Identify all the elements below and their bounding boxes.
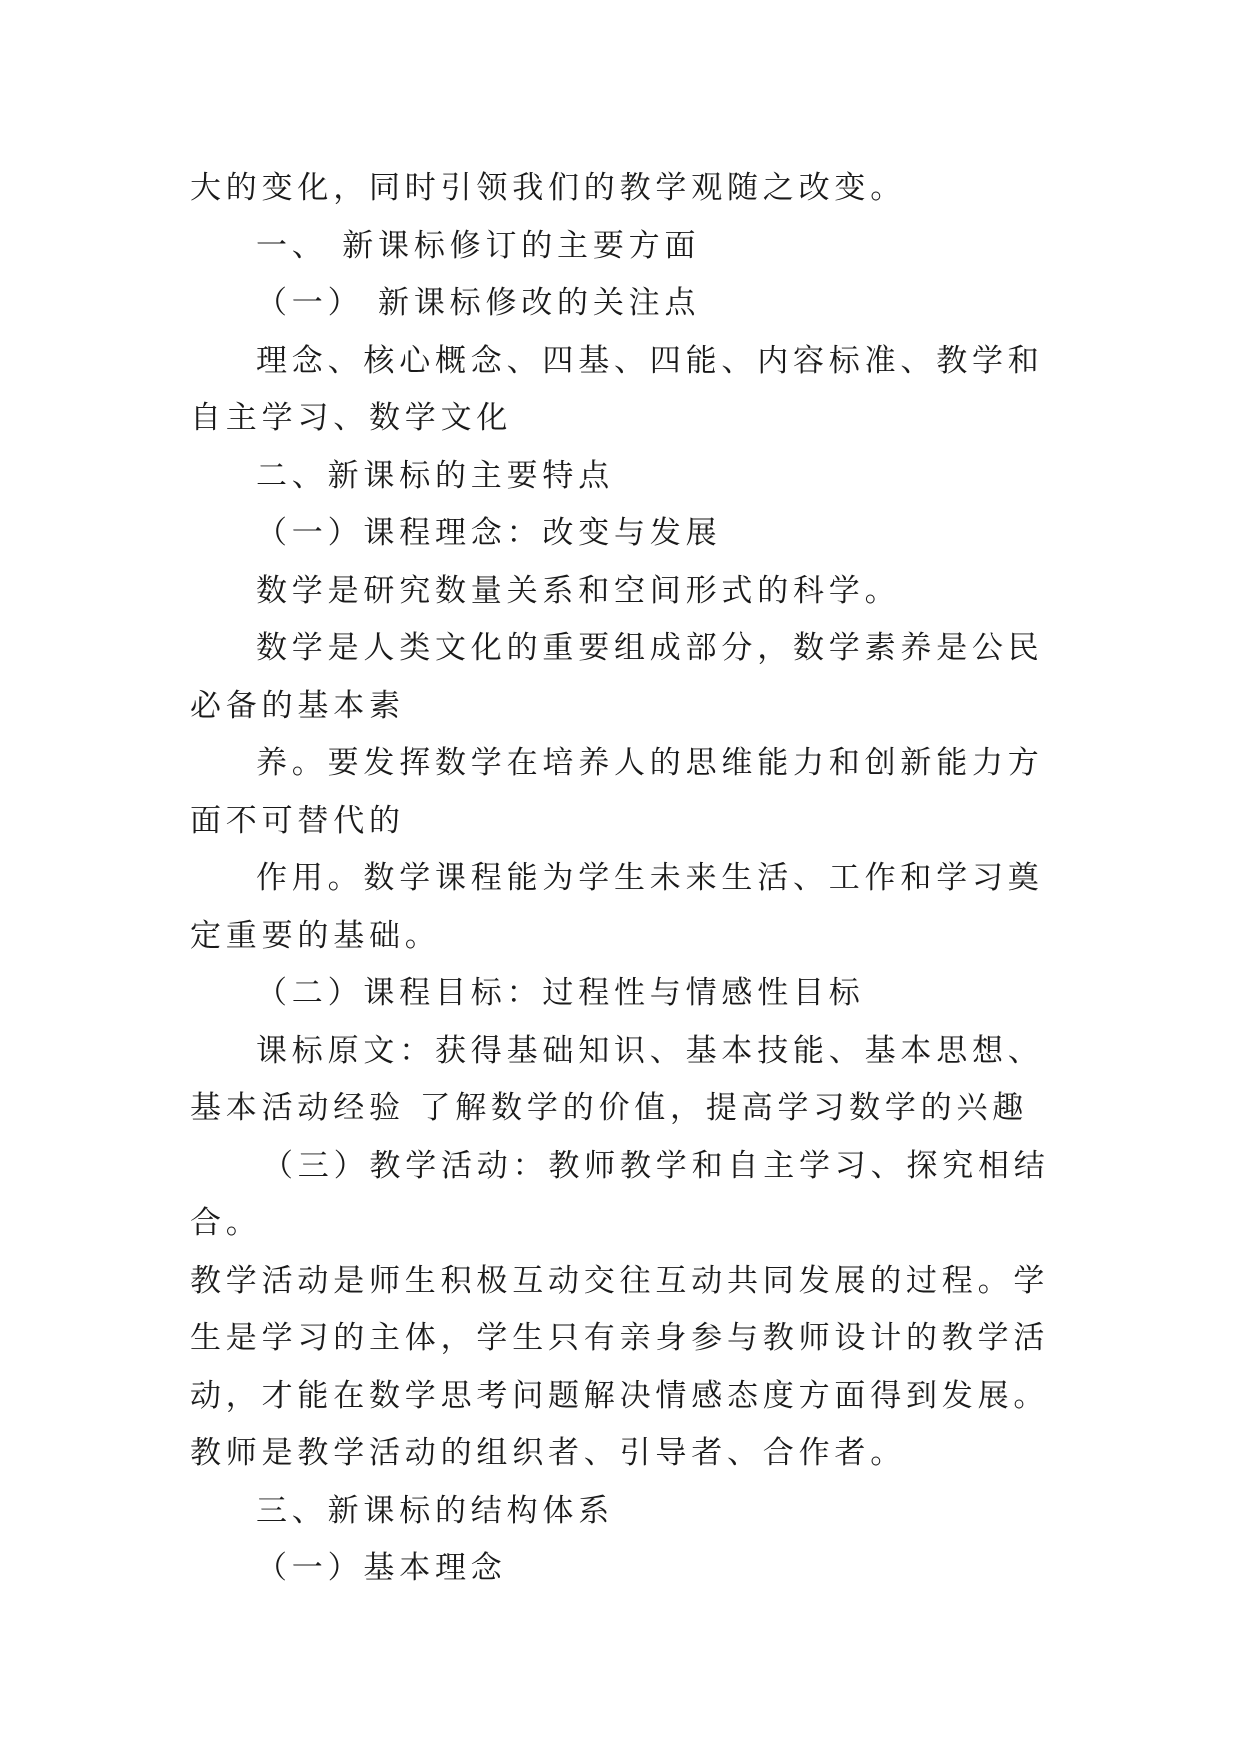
paragraph-math-foundation: 作用。数学课程能为学生未来生活、工作和学习奠定重要的基础。 bbox=[190, 860, 1044, 954]
paragraph-math-role: 养。要发挥数学在培养人的思维能力和创新能力方面不可替代的 bbox=[190, 745, 1044, 839]
subheading-2-2: （二）课程目标：过程性与情感性目标 bbox=[256, 975, 865, 1011]
subheading-1-1: （一） 新课标修改的关注点 bbox=[256, 285, 701, 321]
paragraph-math-definition: 数学是研究数量关系和空间形式的科学。 bbox=[256, 572, 901, 609]
heading-section-2: 二、新课标的主要特点 bbox=[256, 457, 614, 494]
paragraph-focus-points: 理念、核心概念、四基、四能、内容标准、教学和自主学习、数学文化 bbox=[190, 342, 1044, 436]
heading-section-3: 三、新课标的结构体系 bbox=[256, 1492, 614, 1529]
paragraph-curriculum-text: 课标原文：获得基础知识、基本技能、基本思想、基本活动经验 了解数学的价值，提高学习数学的兴趣 bbox=[190, 1032, 1044, 1126]
subheading-2-1: （一）课程理念：改变与发展 bbox=[256, 515, 722, 551]
subheading-3-1: （一）基本理念 bbox=[256, 1550, 507, 1586]
subheading-2-3: （三）教学活动：教师教学和自主学习、探究相结合。 bbox=[190, 1147, 1050, 1241]
heading-section-1: 一、 新课标修订的主要方面 bbox=[256, 227, 701, 264]
paragraph-math-culture: 数学是人类文化的重要组成部分，数学素养是公民必备的基本素 bbox=[190, 630, 1044, 724]
document-body bbox=[190, 160, 1060, 1598]
paragraph-1: 大的变化，同时引领我们的教学观随之改变。 bbox=[190, 170, 906, 206]
paragraph-teaching-activity: 教学活动是师生积极互动交往互动共同发展的过程。学生是学习的主体，学生只有亲身参与教师设计的教学活动，才能在数学思考问题解决情感态度方面得到发展。教师是教学活动的组织者、引导者、合作者。 bbox=[190, 1262, 1050, 1471]
